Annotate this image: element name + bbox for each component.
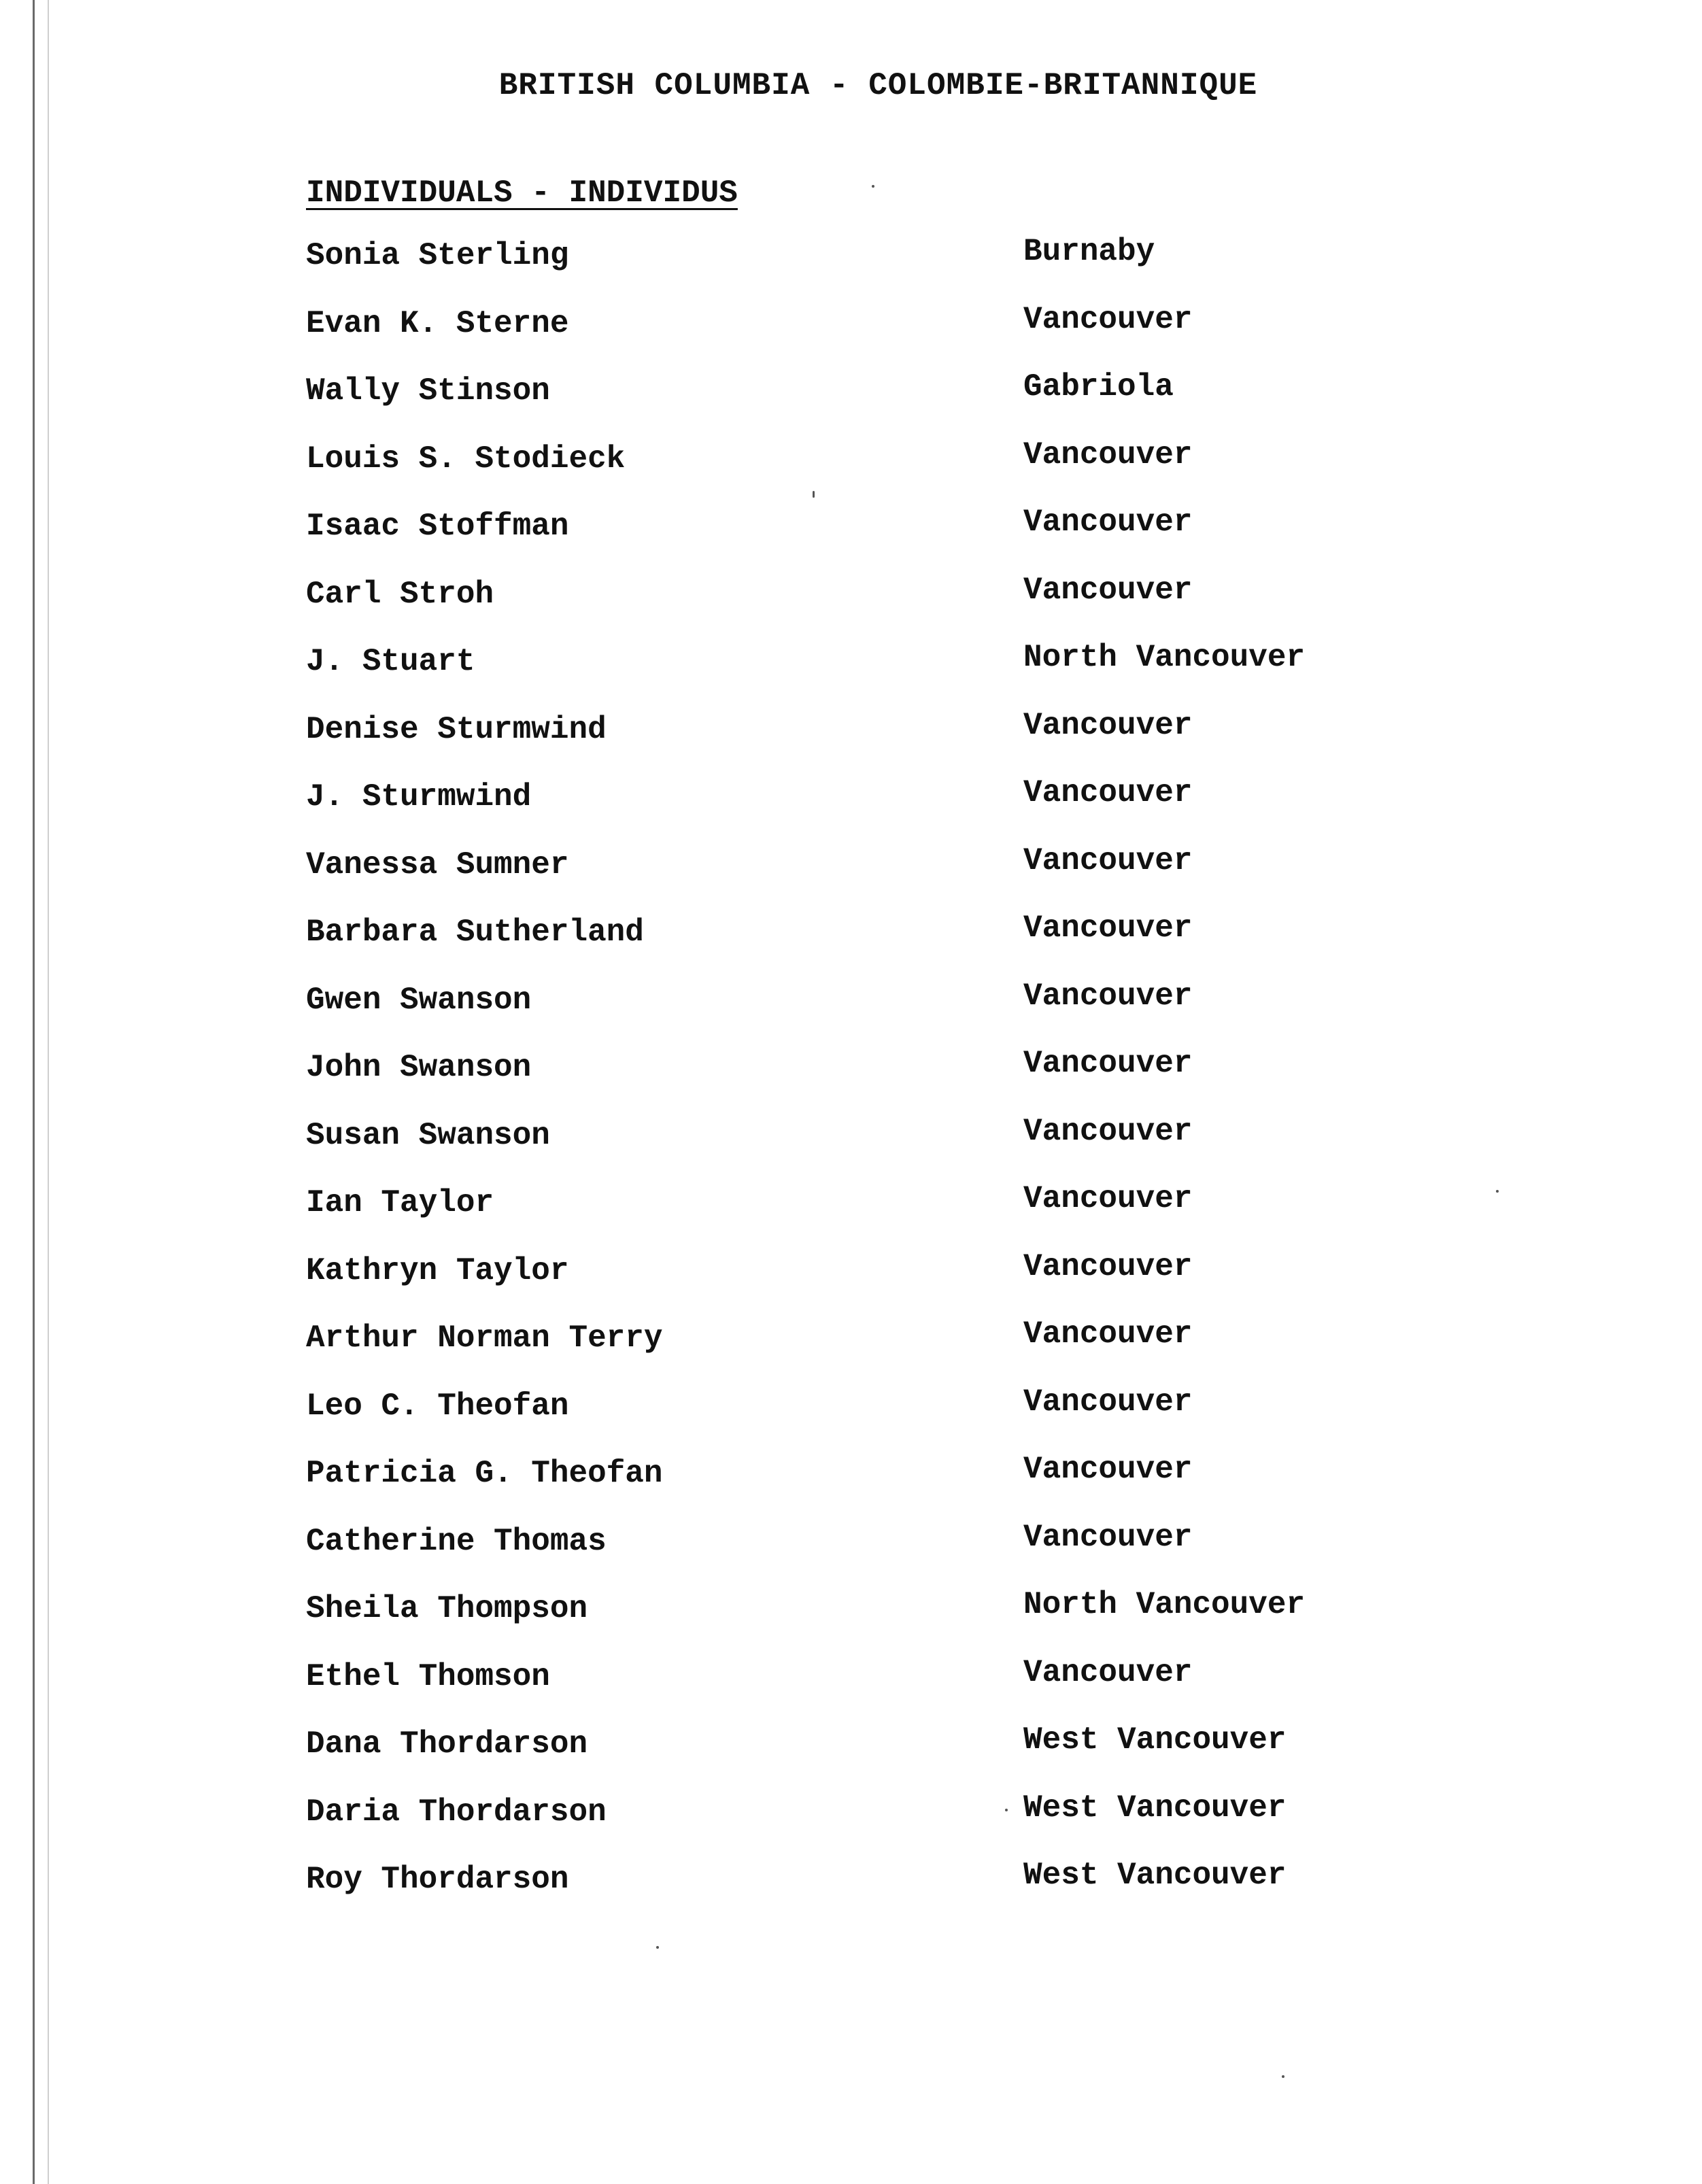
individual-city: Vancouver bbox=[1023, 505, 1193, 540]
individual-city: Vancouver bbox=[1023, 437, 1193, 473]
individual-name: Louis S. Stodieck bbox=[306, 441, 626, 477]
list-item bbox=[306, 1722, 1394, 1794]
list-item bbox=[306, 1587, 1394, 1659]
individual-city: Vancouver bbox=[1023, 978, 1193, 1014]
individual-name: Wally Stinson bbox=[306, 373, 550, 409]
individual-city: Gabriola bbox=[1023, 369, 1174, 405]
list-item bbox=[306, 978, 1394, 1051]
individual-city: West Vancouver bbox=[1023, 1722, 1287, 1758]
scan-speck bbox=[656, 1946, 659, 1949]
list-item bbox=[306, 301, 1394, 374]
individual-name: Sheila Thompson bbox=[306, 1591, 588, 1626]
individual-city: North Vancouver bbox=[1023, 1587, 1306, 1622]
scan-speck bbox=[1005, 1809, 1008, 1811]
individual-name: Arthur Norman Terry bbox=[306, 1320, 663, 1356]
individual-city: West Vancouver bbox=[1023, 1790, 1287, 1826]
individuals-list bbox=[306, 234, 1394, 1930]
individual-city: Vancouver bbox=[1023, 775, 1193, 811]
list-item bbox=[306, 234, 1394, 306]
scan-speck bbox=[1496, 1190, 1499, 1193]
individual-name: John Swanson bbox=[306, 1050, 532, 1085]
individual-name: Denise Sturmwind bbox=[306, 711, 607, 747]
individual-city: West Vancouver bbox=[1023, 1858, 1287, 1893]
page-edge-line bbox=[33, 0, 35, 2184]
individual-name: Patricia G. Theofan bbox=[306, 1456, 663, 1491]
individual-name: Barbara Sutherland bbox=[306, 915, 644, 950]
individual-city: Vancouver bbox=[1023, 1384, 1193, 1420]
list-item bbox=[306, 369, 1394, 441]
individual-city: Vancouver bbox=[1023, 301, 1193, 337]
list-item bbox=[306, 505, 1394, 577]
list-item bbox=[306, 910, 1394, 983]
list-item bbox=[306, 842, 1394, 915]
individual-city: North Vancouver bbox=[1023, 640, 1306, 675]
individual-name: Gwen Swanson bbox=[306, 982, 532, 1018]
list-item bbox=[306, 707, 1394, 780]
scan-speck bbox=[872, 185, 874, 188]
individual-name: Vanessa Sumner bbox=[306, 847, 569, 883]
list-item bbox=[306, 1316, 1394, 1388]
individual-name: Roy Thordarson bbox=[306, 1862, 569, 1897]
scan-speck bbox=[813, 491, 815, 498]
individual-name: Kathryn Taylor bbox=[306, 1252, 569, 1289]
individual-name: Leo C. Theofan bbox=[306, 1388, 569, 1424]
individual-name: Daria Thordarson bbox=[306, 1794, 607, 1830]
list-item bbox=[306, 437, 1394, 509]
individual-name: J. Sturmwind bbox=[306, 779, 532, 815]
individual-city: Vancouver bbox=[1023, 707, 1193, 743]
individual-city: Vancouver bbox=[1023, 1519, 1193, 1555]
individual-name: Evan K. Sterne bbox=[306, 305, 569, 341]
individual-city: Vancouver bbox=[1023, 910, 1193, 946]
individual-city: Vancouver bbox=[1023, 842, 1193, 878]
individual-city: Vancouver bbox=[1023, 1181, 1193, 1216]
individual-city: Vancouver bbox=[1023, 1113, 1193, 1149]
list-item bbox=[306, 1046, 1394, 1118]
list-item bbox=[306, 1654, 1394, 1727]
individual-city: Vancouver bbox=[1023, 1046, 1193, 1081]
individual-city: Vancouver bbox=[1023, 1654, 1193, 1690]
individual-name: Susan Swanson bbox=[306, 1117, 550, 1153]
individual-name: Carl Stroh bbox=[306, 576, 494, 612]
individual-name: Isaac Stoffman bbox=[306, 509, 569, 544]
list-item bbox=[306, 1519, 1394, 1592]
individual-city: Vancouver bbox=[1023, 1452, 1193, 1487]
individual-name: J. Stuart bbox=[306, 644, 475, 679]
individual-city: Burnaby bbox=[1023, 234, 1155, 269]
individual-city: Vancouver bbox=[1023, 1248, 1193, 1284]
individual-name: Ethel Thomson bbox=[306, 1658, 550, 1694]
list-item bbox=[306, 640, 1394, 712]
document-title: BRITISH COLUMBIA - COLOMBIE-BRITANNIQUE bbox=[498, 68, 1258, 103]
list-item bbox=[306, 1858, 1394, 1930]
scan-speck bbox=[1282, 2075, 1284, 2078]
list-item bbox=[306, 1113, 1394, 1186]
list-item bbox=[306, 1452, 1394, 1524]
individual-name: Dana Thordarson bbox=[306, 1726, 588, 1762]
list-item bbox=[306, 775, 1394, 847]
individual-name: Sonia Sterling bbox=[306, 238, 569, 273]
individual-city: Vancouver bbox=[1023, 572, 1193, 608]
list-item bbox=[306, 1384, 1394, 1456]
page-edge-shadow bbox=[48, 0, 49, 2184]
list-item bbox=[306, 572, 1394, 645]
individual-name: Ian Taylor bbox=[306, 1185, 494, 1221]
individual-name: Catherine Thomas bbox=[306, 1523, 607, 1559]
section-heading: INDIVIDUALS - INDIVIDUS bbox=[306, 175, 738, 211]
list-item bbox=[306, 1248, 1394, 1321]
individual-city: Vancouver bbox=[1023, 1316, 1193, 1352]
list-item bbox=[306, 1790, 1394, 1862]
list-item bbox=[306, 1181, 1394, 1253]
